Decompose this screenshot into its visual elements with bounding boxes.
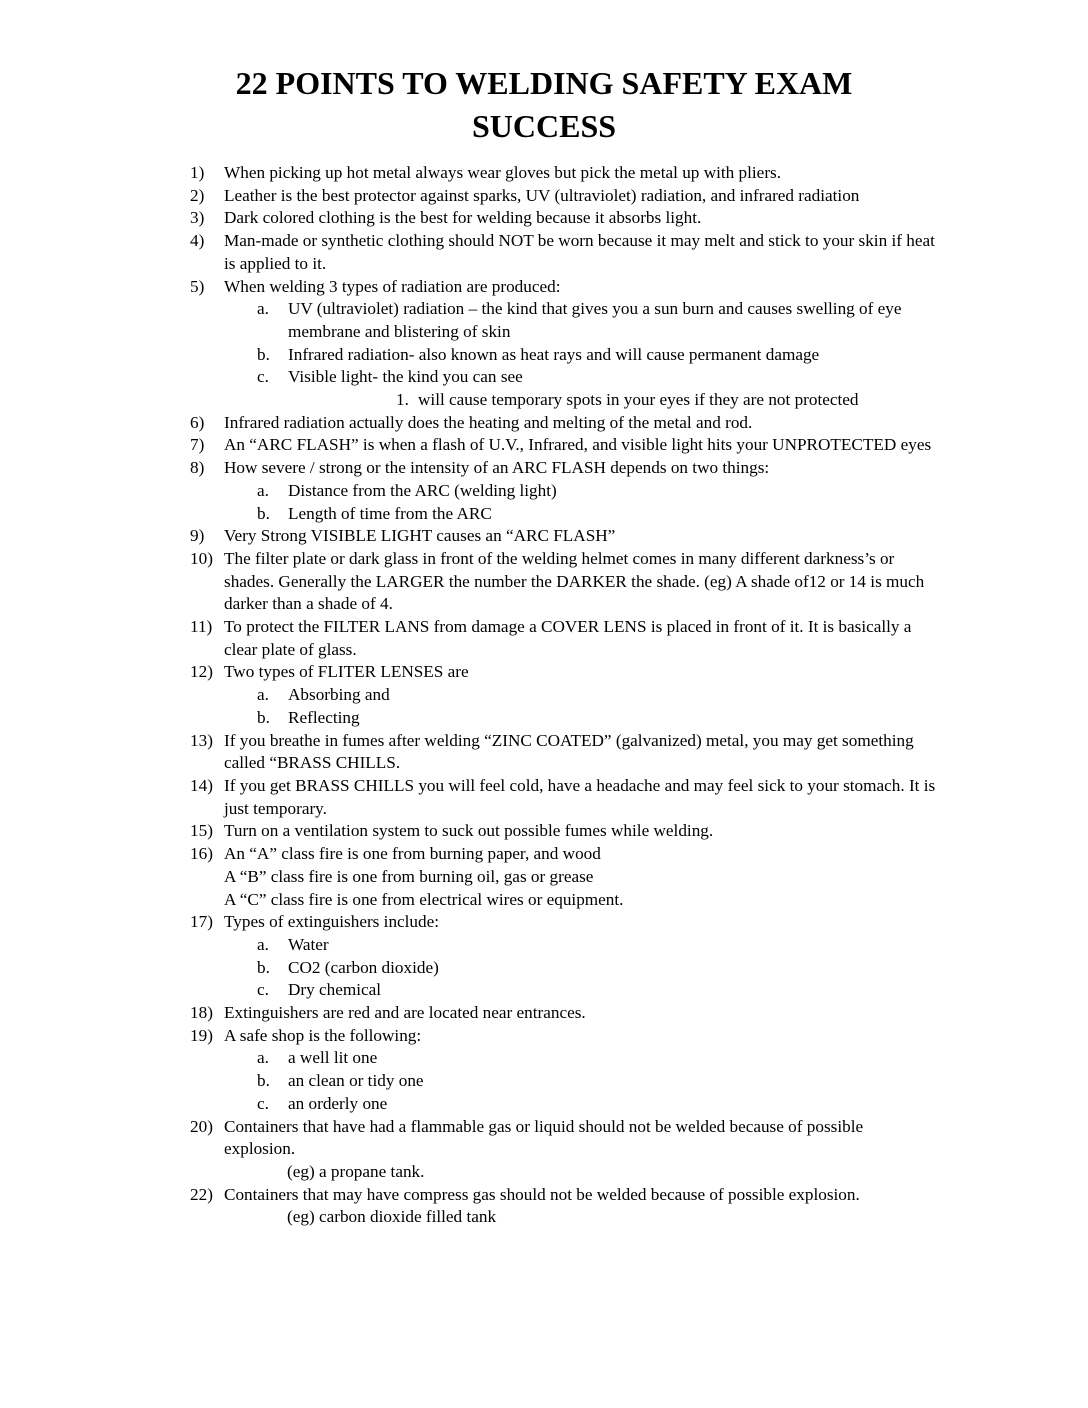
list-item bbox=[0, 1116, 1088, 1161]
list-item bbox=[0, 548, 1088, 616]
item-text: An “A” class fire is one from burning paper, and wood bbox=[224, 844, 601, 864]
item-text: Infrared radiation actually does the heating and melting of the metal and rod. bbox=[224, 412, 753, 432]
item-number: 11) bbox=[190, 617, 213, 637]
list-item bbox=[0, 911, 1088, 934]
item-text: How severe / strong or the intensity of an ARC FLASH depends on two things: bbox=[224, 458, 770, 478]
sub-item bbox=[0, 503, 1088, 526]
sub-item-text: Absorbing and bbox=[288, 685, 390, 705]
item-text: Very Strong VISIBLE LIGHT causes an “ARC FLASH” bbox=[224, 526, 616, 546]
sub-item bbox=[0, 480, 1088, 503]
item-text: A safe shop is the following: bbox=[224, 1025, 422, 1045]
item-number: 10) bbox=[190, 548, 213, 568]
item-text: Man-made or synthetic clothing should NOT be worn because it may melt and stick to your skin if heat is applied to it. bbox=[224, 231, 935, 273]
sub-item-letter: b. bbox=[257, 503, 270, 523]
list-item bbox=[0, 525, 1088, 548]
sub-item bbox=[0, 957, 1088, 980]
sub-item-letter: b. bbox=[257, 957, 270, 977]
item-text: Dark colored clothing is the best for welding because it absorbs light. bbox=[224, 208, 702, 228]
item-text: Two types of FLITER LENSES are bbox=[224, 662, 469, 682]
list-item bbox=[0, 230, 1088, 275]
item-number: 19) bbox=[190, 1025, 213, 1045]
list-item bbox=[0, 730, 1088, 775]
sub-item-text: Infrared radiation- also known as heat rays and will cause permanent damage bbox=[288, 344, 820, 364]
sub-item bbox=[0, 344, 1088, 367]
sub-item-letter: a. bbox=[257, 685, 269, 705]
sub-item-letter: a. bbox=[257, 1048, 269, 1068]
title-line-2: SUCCESS bbox=[471, 108, 617, 144]
list-item bbox=[0, 1184, 1088, 1207]
item-text: Leather is the best protector against sparks, UV (ultraviolet) radiation, and infrared radiation bbox=[224, 185, 860, 205]
item-text: When picking up hot metal always wear gloves but pick the metal up with pliers. bbox=[224, 163, 782, 182]
sub-item-letter: b. bbox=[257, 707, 270, 727]
sub-item-text: an orderly one bbox=[288, 1093, 388, 1113]
sub-sub-item bbox=[0, 389, 1088, 412]
list-item bbox=[0, 185, 1088, 208]
sub-item-letter: c. bbox=[257, 367, 269, 387]
sub-item-letter: c. bbox=[257, 980, 269, 1000]
sub-item-letter: b. bbox=[257, 1071, 270, 1091]
item-number: 12) bbox=[190, 662, 213, 682]
sub-item bbox=[0, 684, 1088, 707]
list-item bbox=[0, 207, 1088, 230]
page-title bbox=[0, 62, 1088, 148]
item-text: To protect the FILTER LANS from damage a COVER LENS is placed in front of it. It is basically a clear plate of glass. bbox=[224, 617, 912, 659]
sub-item-text: Dry chemical bbox=[288, 980, 382, 1000]
list-item bbox=[0, 843, 1088, 866]
list-item bbox=[0, 276, 1088, 299]
item-number: 2) bbox=[190, 185, 205, 205]
list-item bbox=[0, 820, 1088, 843]
sub-item-text: Visible light- the kind you can see bbox=[288, 367, 523, 387]
item-text: An “ARC FLASH” is when a flash of U.V., Infrared, and visible light hits your UNPROTECTED eyes bbox=[224, 435, 932, 455]
item-example: (eg) carbon dioxide filled tank bbox=[287, 1207, 497, 1227]
item-number: 5) bbox=[190, 276, 205, 296]
item-text: Containers that may have compress gas should not be welded because of possible explosion. bbox=[224, 1184, 860, 1204]
sub-item-letter: b. bbox=[257, 344, 270, 364]
list-item bbox=[0, 457, 1088, 480]
item-continuation-line: A “C” class fire is one from electrical wires or equipment. bbox=[224, 889, 624, 909]
sub-sub-item-text: will cause temporary spots in your eyes if they are not protected bbox=[418, 390, 859, 410]
item-number: 18) bbox=[190, 1003, 213, 1023]
sub-item bbox=[0, 366, 1088, 389]
sub-item-text: CO2 (carbon dioxide) bbox=[288, 957, 439, 977]
sub-item bbox=[0, 979, 1088, 1002]
item-number: 3) bbox=[190, 208, 205, 228]
safety-points-list bbox=[0, 162, 1088, 1229]
sub-item bbox=[0, 707, 1088, 730]
item-text: If you get BRASS CHILLS you will feel cold, have a headache and may feel sick to your stomach. It is just temporary. bbox=[224, 775, 936, 818]
item-text: When welding 3 types of radiation are produced: bbox=[224, 276, 561, 296]
list-item bbox=[0, 434, 1088, 457]
sub-item-text: Reflecting bbox=[288, 707, 360, 727]
item-number: 15) bbox=[190, 821, 213, 841]
item-number: 1) bbox=[190, 163, 205, 182]
item-text: Extinguishers are red and are located near entrances. bbox=[224, 1003, 586, 1023]
item-text: Containers that have had a flammable gas or liquid should not be welded because of possible explosion. bbox=[224, 1116, 864, 1159]
sub-sub-item-number: 1. bbox=[396, 390, 409, 410]
item-number: 20) bbox=[190, 1116, 213, 1136]
item-text: Types of extinguishers include: bbox=[224, 912, 440, 932]
sub-item-letter: a. bbox=[257, 299, 269, 319]
sub-item bbox=[0, 1070, 1088, 1093]
sub-item bbox=[0, 298, 1088, 343]
list-item bbox=[0, 661, 1088, 684]
list-item bbox=[0, 616, 1088, 661]
list-item bbox=[0, 162, 1088, 185]
sub-item-text: UV (ultraviolet) radiation – the kind that gives you a sun burn and causes swelling of eye membrane and blistering of skin bbox=[288, 299, 902, 341]
sub-item-text: Distance from the ARC (welding light) bbox=[288, 480, 557, 500]
sub-item-text: Length of time from the ARC bbox=[288, 503, 492, 523]
item-number: 9) bbox=[190, 526, 205, 546]
sub-item-letter: a. bbox=[257, 480, 269, 500]
item-number: 7) bbox=[190, 435, 205, 455]
item-number: 4) bbox=[190, 231, 205, 251]
item-number: 6) bbox=[190, 412, 205, 432]
sub-item-letter: c. bbox=[257, 1093, 269, 1113]
item-text: Turn on a ventilation system to suck out possible fumes while welding. bbox=[224, 821, 714, 841]
item-text: The filter plate or dark glass in front of the welding helmet comes in many different darkness’s or shades. Generally the LARGER the number the DARKER the shade. (eg) A shade of12 or 14 is much darker than a shade of 4. bbox=[224, 548, 925, 614]
item-text: If you breathe in fumes after welding “ZINC COATED” (galvanized) metal, you may get something called “BRASS CHILLS. bbox=[224, 730, 914, 773]
list-item bbox=[0, 775, 1088, 820]
item-number: 13) bbox=[190, 730, 213, 750]
item-number: 14) bbox=[190, 775, 213, 795]
item-number: 8) bbox=[190, 458, 205, 478]
sub-item-text: a well lit one bbox=[288, 1048, 378, 1068]
list-item bbox=[0, 1025, 1088, 1048]
sub-item-text: an clean or tidy one bbox=[288, 1071, 424, 1091]
title-line-1: 22 POINTS TO WELDING SAFETY EXAM bbox=[235, 65, 853, 101]
list-item bbox=[0, 412, 1088, 435]
sub-item bbox=[0, 934, 1088, 957]
sub-item bbox=[0, 1093, 1088, 1116]
list-item bbox=[0, 1002, 1088, 1025]
sub-item-text: Water bbox=[288, 934, 329, 954]
sub-item bbox=[0, 1047, 1088, 1070]
sub-item-letter: a. bbox=[257, 934, 269, 954]
item-continuation-line: A “B” class fire is one from burning oil, gas or grease bbox=[224, 866, 594, 886]
item-number: 17) bbox=[190, 912, 213, 932]
item-number: 22) bbox=[190, 1184, 213, 1204]
item-number: 16) bbox=[190, 844, 213, 864]
item-example: (eg) a propane tank. bbox=[287, 1161, 425, 1181]
